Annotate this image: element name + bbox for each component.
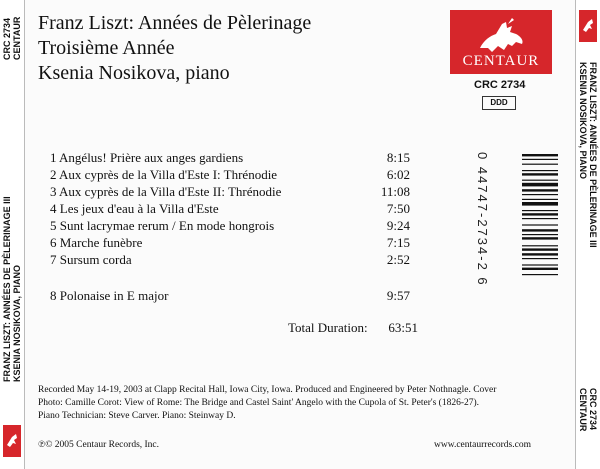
barcode [522, 152, 562, 322]
barcode-bar [522, 159, 558, 160]
barcode-bar [522, 245, 558, 246]
total-label: Total Duration: [288, 320, 368, 335]
right-spine-logo [579, 10, 597, 42]
barcode-bar [522, 218, 558, 219]
track-title: 1 Angélus! Prière aux anges gardiens [50, 150, 244, 165]
barcode-bar [522, 268, 558, 270]
barcode-bar [522, 264, 558, 265]
track-title: 4 Les jeux d'eau à la Villa d'Este [50, 201, 219, 216]
right-spine-work: FRANZ LISZT: ANNÉES DE PÈLERINAGE III [588, 62, 598, 248]
barcode-bar [522, 237, 558, 239]
right-spine-artist: KSENIA NOSIKOVA, PIANO [578, 62, 588, 180]
barcode-bar [522, 202, 558, 206]
barcode-bar [522, 154, 558, 156]
track-row [50, 150, 410, 165]
centaur-logo [450, 10, 552, 74]
right-spine-title [578, 62, 598, 248]
track-row [50, 218, 410, 233]
track-duration: 6:02 [386, 167, 410, 182]
left-spine-logo [3, 425, 21, 457]
track-duration: 11:08 [380, 184, 410, 199]
barcode-bar [522, 248, 558, 250]
barcode-bar [522, 274, 558, 275]
barcode-bar [522, 234, 558, 235]
track-row [50, 201, 410, 216]
track-row [50, 167, 410, 182]
recording-notes [38, 384, 548, 423]
barcode-digits: 0 44747-2734-2 6 [475, 152, 490, 287]
track-duration: 9:24 [386, 218, 410, 233]
track-row [50, 235, 410, 250]
track-duration: 7:50 [386, 201, 410, 216]
composer-title: Franz Liszt: Années de Pèlerinage [38, 12, 312, 34]
barcode-bar [522, 224, 558, 225]
track-duration: 9:57 [386, 288, 410, 303]
centaur-mini-icon [3, 425, 21, 457]
notes-line: Recorded May 14-19, 2003 at Clapp Recital Hall, Iowa City, Iowa. Produced and Engineered by Peter Nothnagle. Cover [38, 385, 497, 395]
barcode-bar [522, 258, 558, 259]
track-title: 8 Polonaise in E major [50, 288, 169, 303]
track-title: 3 Aux cyprès de la Villa d'Este II: Thrénodie [50, 184, 282, 199]
barcode-bar [522, 213, 558, 215]
copyright: ℗© 2005 Centaur Records, Inc. [38, 440, 160, 450]
track-title: 6 Marche funèbre [50, 235, 143, 250]
right-spine-catalog [578, 388, 598, 431]
track-row [50, 288, 410, 303]
barcode-bar [522, 194, 558, 195]
website-link[interactable]: www.centaurrecords.com [434, 440, 531, 450]
barcode-bar [522, 189, 558, 191]
track-duration: 7:15 [386, 235, 410, 250]
left-spine-title [2, 196, 22, 382]
right-spine-label: CENTAUR [578, 388, 588, 432]
left-spine-catalog [2, 17, 22, 60]
total-value: 63:51 [388, 320, 418, 335]
barcode-bar [522, 183, 558, 187]
notes-line: Piano Technician: Steve Carver. Piano: Steinway D. [38, 411, 236, 421]
track-duration: 2:52 [386, 252, 410, 267]
left-spine-label: CENTAUR [12, 16, 22, 60]
right-spine-catno: CRC 2734 [588, 388, 598, 431]
barcode-bar [522, 199, 558, 200]
performer: Ksenia Nosikova, piano [38, 62, 230, 84]
barcode-bar [522, 180, 558, 181]
barcode-bar [522, 229, 558, 231]
track-title: 7 Sursum corda [50, 252, 132, 267]
track-row [50, 252, 410, 267]
left-spine-work: FRANZ LISZT: ANNÉES DE PÈLERINAGE III [2, 196, 12, 382]
barcode-bar [522, 164, 558, 165]
track-title: 5 Sunt lacrymae rerum / En mode hongrois [50, 218, 275, 233]
catalog-number: CRC 2734 [474, 79, 526, 91]
barcode-bar [522, 170, 558, 171]
barcode-bar [522, 173, 558, 175]
track-duration: 8:15 [386, 150, 410, 165]
logo-wordmark: CENTAUR [462, 53, 540, 69]
barcode-bar [522, 253, 558, 255]
left-spine-catno: CRC 2734 [2, 17, 12, 60]
track-title: 2 Aux cyprès de la Villa d'Este I: Thrénodie [50, 167, 278, 182]
barcode-bar [522, 210, 558, 211]
album-subtitle: Troisième Année [38, 37, 175, 59]
left-spine-artist: KSENIA NOSIKOVA, PIANO [12, 264, 22, 382]
centaur-mini-icon [579, 10, 597, 42]
notes-line: Photo: Camille Corot: View of Rome: The Bridge and Castel Saint' Angelo with the Cupola of St. Peter's (1826-27). [38, 398, 480, 408]
ddd-badge: DDD [482, 96, 516, 110]
track-row [50, 184, 410, 199]
